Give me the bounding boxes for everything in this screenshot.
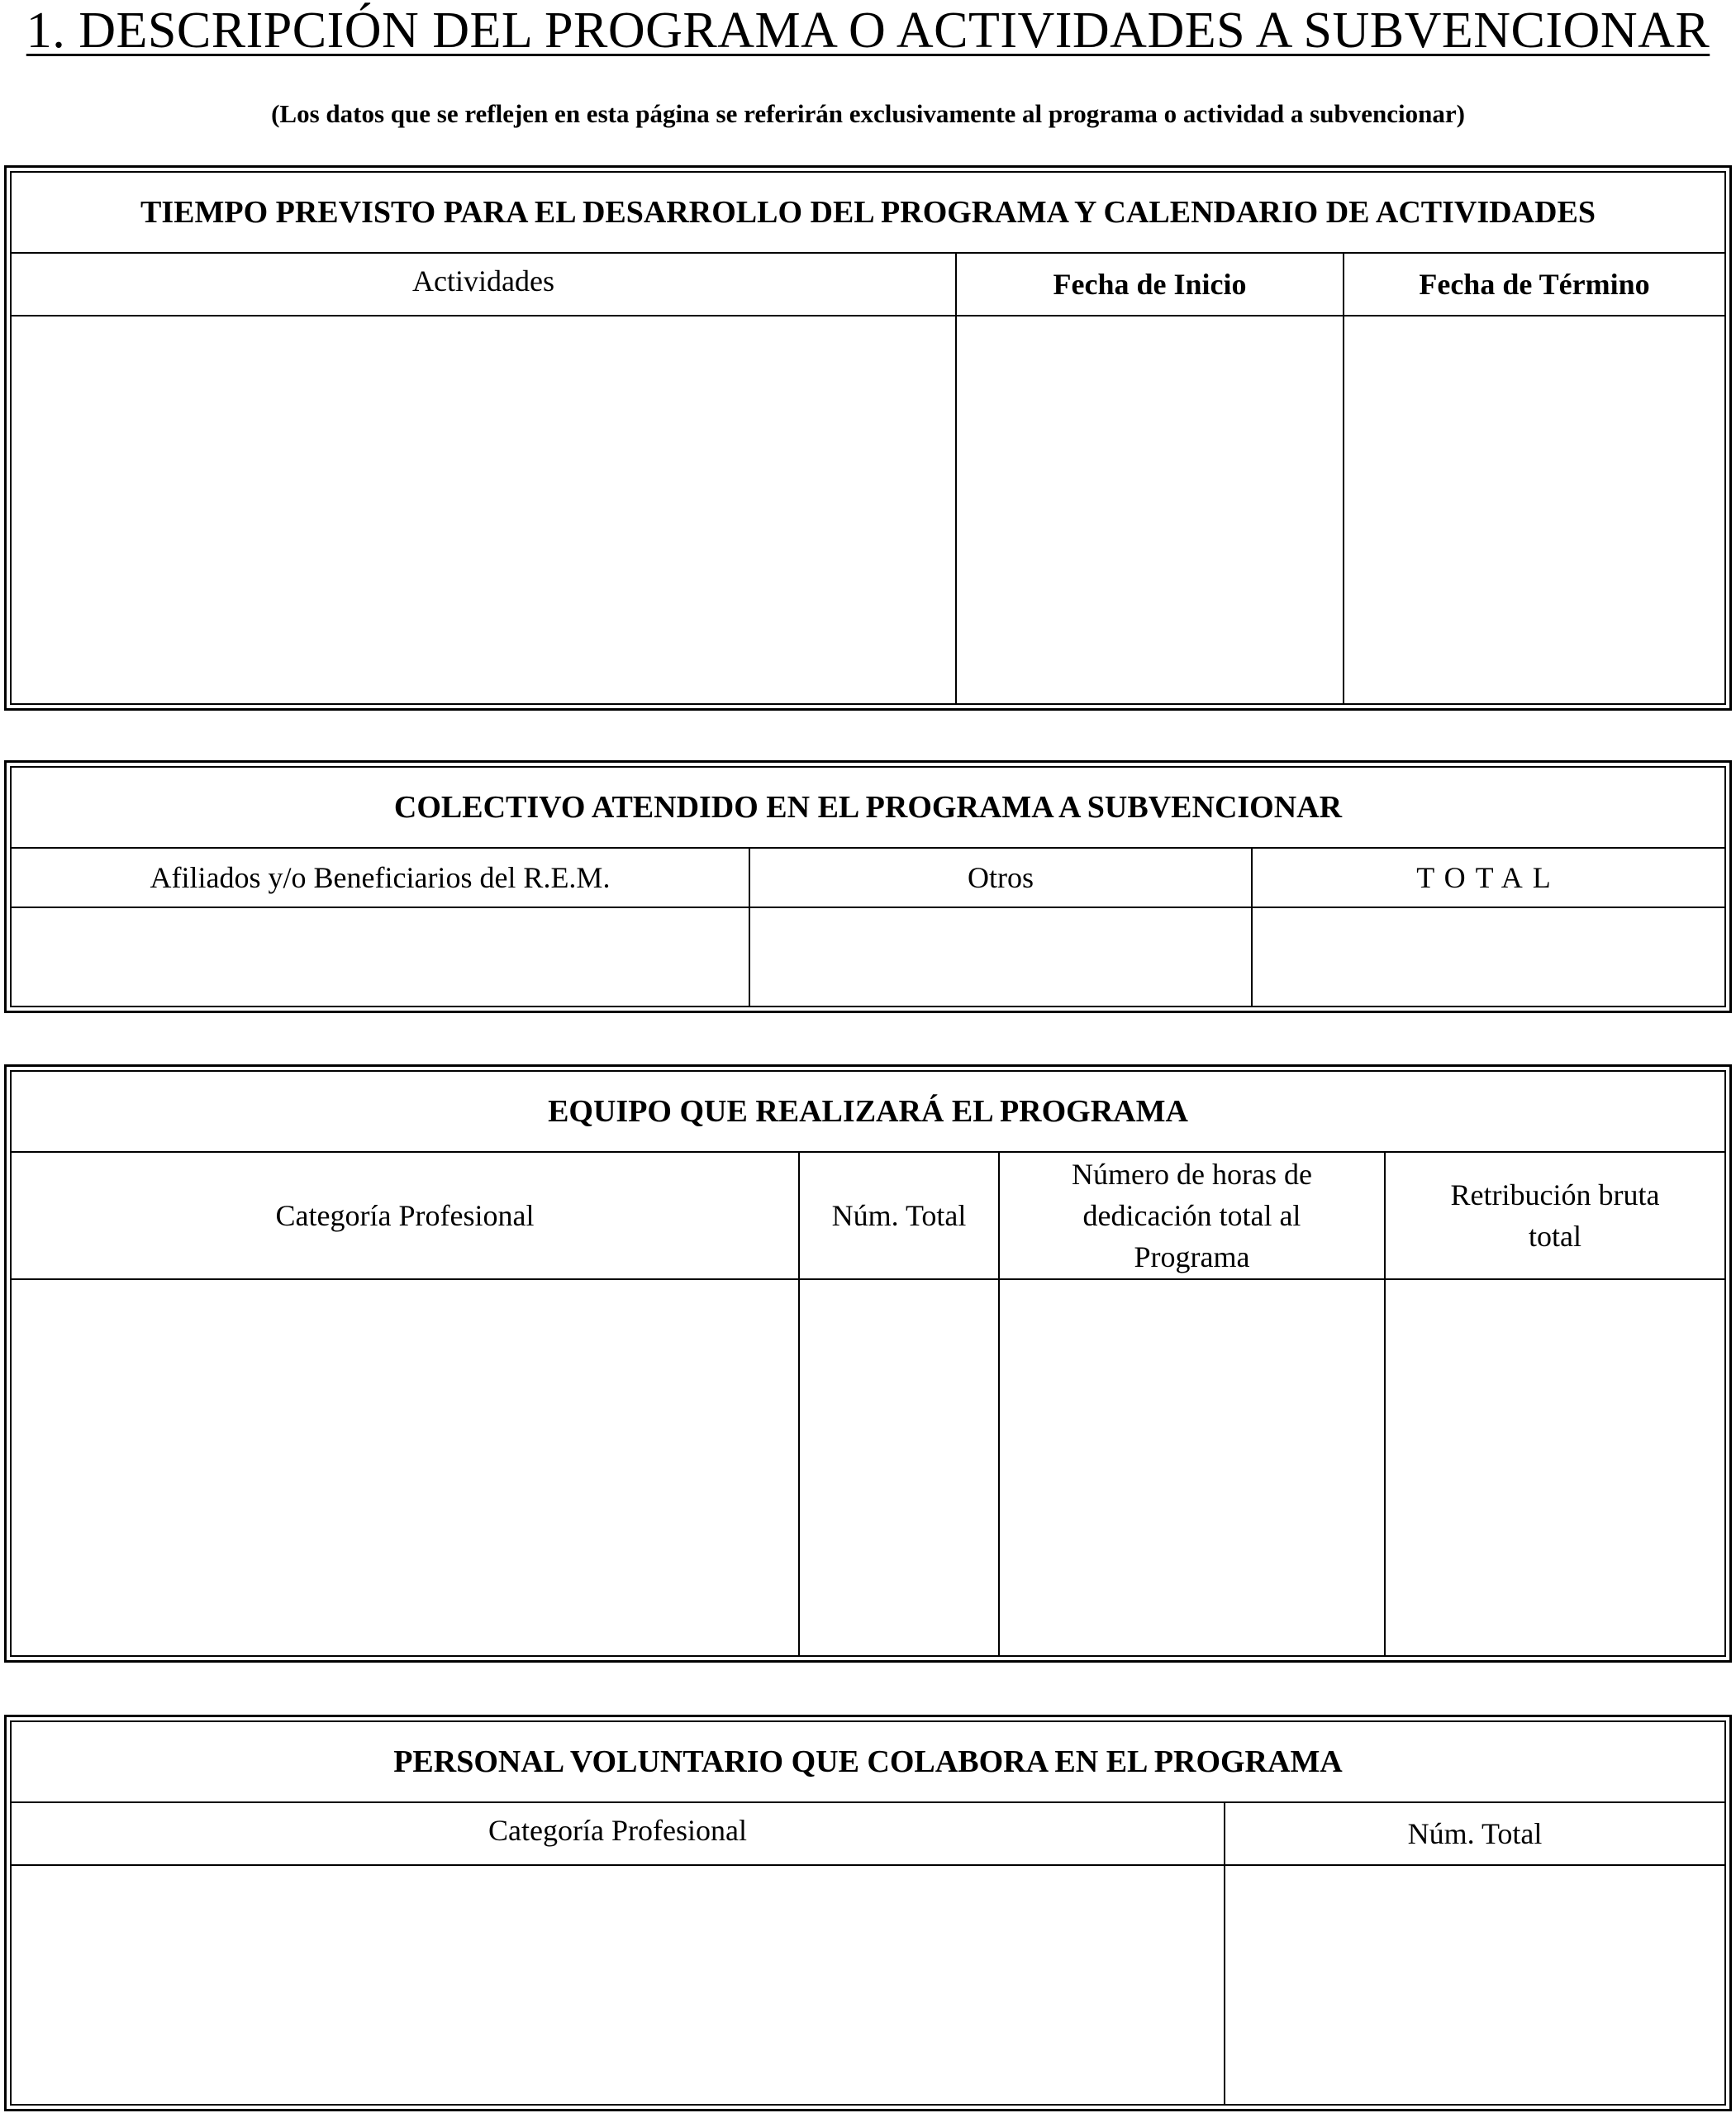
volunteers-section	[4, 1715, 1732, 2111]
schedule-col-start: Fecha de Inicio	[957, 254, 1344, 315]
collective-total-field[interactable]	[1253, 908, 1724, 1006]
volunteers-col-category: Categoría Profesional	[12, 1803, 1225, 1864]
team-category-field[interactable]	[12, 1280, 800, 1655]
collective-title: COLECTIVO ATENDIDO EN EL PROGRAMA A SUBVENCIONAR	[12, 768, 1724, 849]
page-subtitle: (Los datos que se reflejen en esta página se referirán exclusivamente al programa o actividad a subvencionar)	[271, 99, 1465, 128]
collective-col-others: Otros	[750, 849, 1253, 907]
volunteers-title: PERSONAL VOLUNTARIO QUE COLABORA EN EL PROGRAMA	[12, 1722, 1724, 1803]
team-col-pay: Retribución bruta total	[1450, 1178, 1660, 1253]
collective-others-field[interactable]	[750, 908, 1253, 1006]
schedule-start-field[interactable]	[957, 316, 1344, 703]
team-col-count: Núm. Total	[800, 1153, 1000, 1278]
team-entry-row	[12, 1280, 1724, 1655]
schedule-header-row	[12, 254, 1724, 316]
schedule-section	[4, 165, 1732, 711]
collective-entry-row	[12, 908, 1724, 1006]
volunteers-entry-row	[12, 1866, 1724, 2104]
team-pay-field[interactable]	[1386, 1280, 1724, 1655]
collective-col-total: TOTAL	[1416, 861, 1561, 894]
volunteers-header-row	[12, 1803, 1724, 1866]
team-hours-field[interactable]	[1000, 1280, 1386, 1655]
volunteers-category-field[interactable]	[12, 1866, 1225, 2104]
team-section	[4, 1064, 1732, 1663]
schedule-activities-field[interactable]	[12, 316, 957, 703]
schedule-title: TIEMPO PREVISTO PARA EL DESARROLLO DEL PROGRAMA Y CALENDARIO DE ACTIVIDADES	[12, 173, 1724, 254]
team-title: EQUIPO QUE REALIZARÁ EL PROGRAMA	[12, 1072, 1724, 1153]
collective-section	[4, 760, 1732, 1013]
team-col-hours: Número de horas de dedicación total al Programa	[1000, 1153, 1386, 1278]
team-count-field[interactable]	[800, 1280, 1000, 1655]
schedule-entry-row	[12, 316, 1724, 703]
schedule-end-field[interactable]	[1344, 316, 1724, 703]
collective-col-members: Afiliados y/o Beneficiarios del R.E.M.	[12, 849, 750, 907]
collective-members-field[interactable]	[12, 908, 750, 1006]
schedule-col-end: Fecha de Término	[1419, 268, 1650, 301]
volunteers-col-count: Núm. Total	[1407, 1817, 1543, 1850]
volunteers-count-field[interactable]	[1225, 1866, 1724, 2104]
team-col-category: Categoría Profesional	[12, 1153, 800, 1278]
schedule-col-activities: Actividades	[12, 254, 957, 315]
collective-header-row	[12, 849, 1724, 908]
team-header-row	[12, 1153, 1724, 1280]
page-title: 1. DESCRIPCIÓN DEL PROGRAMA O ACTIVIDADES A SUBVENCIONAR	[26, 2, 1710, 59]
